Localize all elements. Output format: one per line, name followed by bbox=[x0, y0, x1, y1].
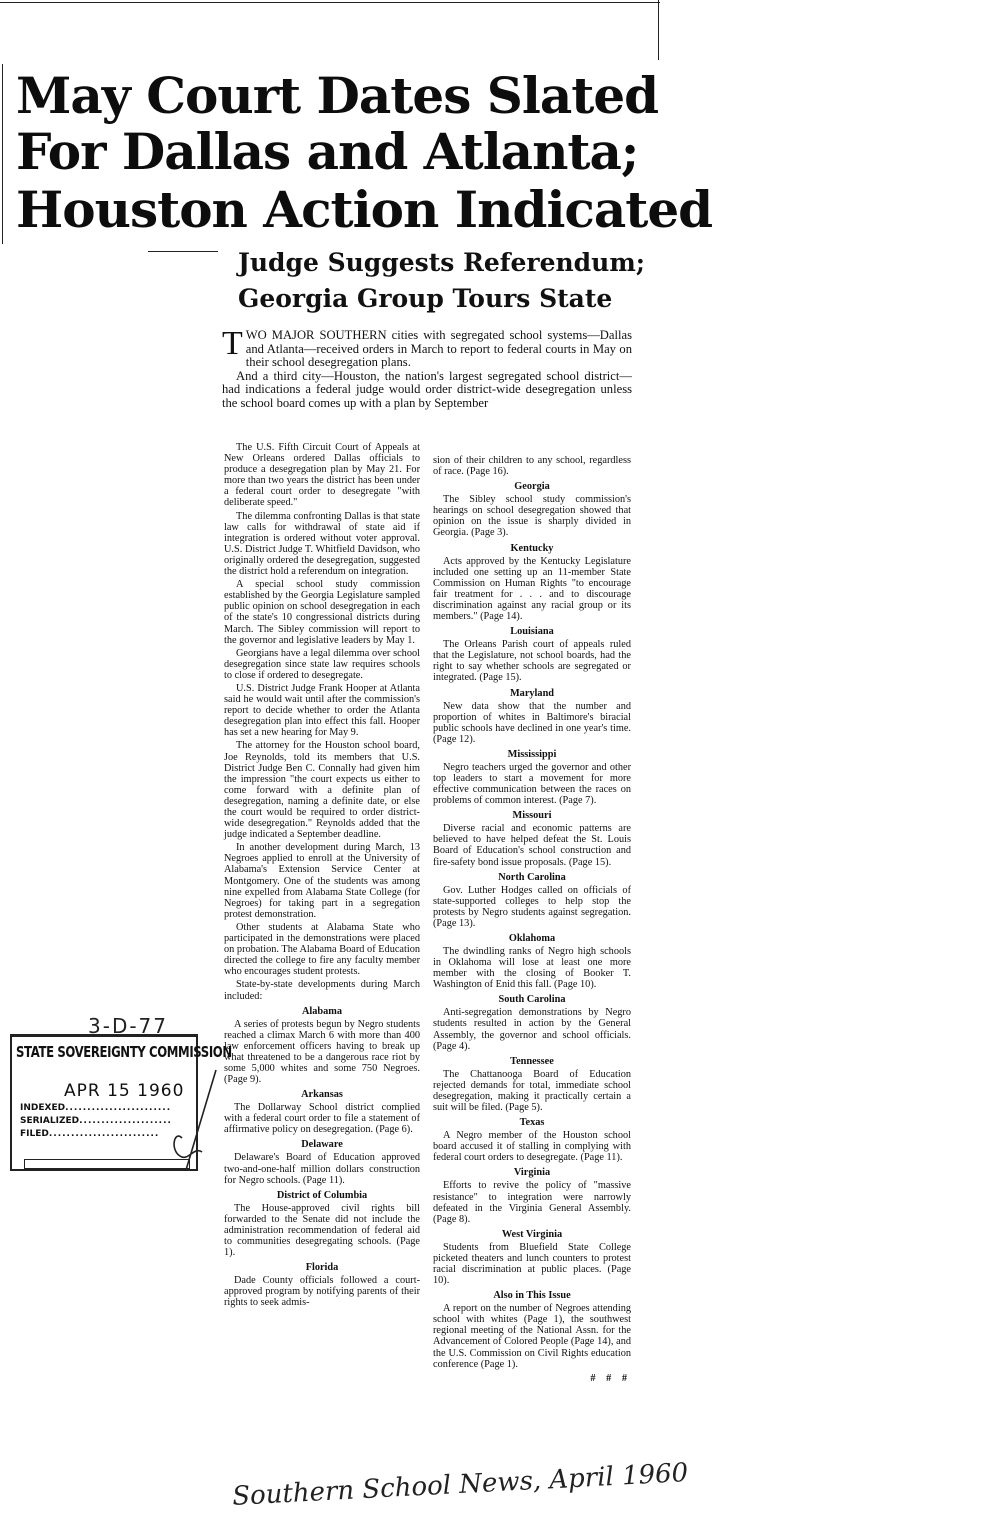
state-section-louisiana bbox=[433, 626, 631, 683]
state-text: The Sibley school study commission's hearings on school desegregation showed that opinion on the issue is sharply divided in Georgia. (Page 3). bbox=[433, 494, 631, 539]
state-text: Efforts to revive the policy of "massive resistance" to integration were narrowly defeated in the Virginia General Assembly. (Page 8). bbox=[433, 1180, 631, 1225]
state-heading: Maryland bbox=[509, 687, 555, 699]
right-column bbox=[433, 455, 631, 1384]
state-section-virginia bbox=[433, 1167, 631, 1224]
headline-line-3: Houston Action Indicated bbox=[16, 180, 713, 239]
state-heading: Mississippi bbox=[507, 748, 557, 760]
section-heading: Also in This Issue bbox=[493, 1290, 571, 1302]
article-paragraph: U.S. District Judge Frank Hooper at Atlanta said he would wait until after the commission's report to decide whether to order the Atlanta desegregation plan into effect this fall. Hooper has set a new hearing for May 9. bbox=[224, 682, 420, 739]
state-heading: Alabama bbox=[301, 1005, 343, 1017]
headline-line-1: May Court Dates Slated bbox=[16, 66, 659, 125]
state-section-georgia bbox=[433, 481, 631, 538]
state-section-tennessee bbox=[433, 1056, 631, 1113]
section-text: A report on the number of Negroes attending school with whites (Page 1), the southwest regional meeting of the National Assn. for the Advancement of Colored People (Page 14), and the U.S. Commission on Civil Rights education conference (Page 1). bbox=[433, 1303, 631, 1370]
headline-line-2: For Dallas and Atlanta; bbox=[16, 122, 639, 181]
stamp-row-dots: ......................... bbox=[48, 1129, 160, 1139]
state-text: Acts approved by the Kentucky Legislature included one setting up an 11-member State Commission on Human Rights "to encourage fair treatment for . . . and to discourage discrimination against any racial group or its members." (Page 14). bbox=[433, 555, 631, 623]
state-text: The dwindling ranks of Negro high schools in Oklahoma will lose at least one more member with the closing of Booker T. Washington of Enid this fall. (Page 10). bbox=[433, 946, 631, 991]
stamp-received-date: APR 15 1960 bbox=[64, 1081, 185, 1101]
state-text: A Negro member of the Houston school board accused it of stalling in complying with federal court orders to desegregate. (Page 11). bbox=[433, 1130, 631, 1164]
state-heading: Texas bbox=[519, 1117, 545, 1129]
subheadline-line-1: Judge Suggests Referendum; bbox=[238, 248, 646, 277]
also-in-this-issue bbox=[433, 1290, 631, 1370]
state-heading: Virginia bbox=[513, 1167, 551, 1179]
state-section-maryland bbox=[433, 688, 631, 745]
state-section-alabama bbox=[224, 1006, 420, 1086]
lede-block bbox=[222, 325, 632, 411]
state-heading: Florida bbox=[305, 1262, 339, 1274]
state-text: Negro teachers urged the governor and other top leaders to start a movement for more effective communication between the races on problems of common interest. (Page 7). bbox=[433, 761, 631, 807]
left-edge-line bbox=[2, 64, 3, 244]
state-section-florida bbox=[224, 1262, 420, 1308]
right-edge-line bbox=[658, 0, 659, 60]
article-paragraph: State-by-state developments during March included: bbox=[224, 979, 420, 1002]
headline-rule bbox=[148, 251, 218, 252]
state-heading: District of Columbia bbox=[276, 1189, 368, 1201]
stamp-row-dots: ..................... bbox=[79, 1116, 172, 1126]
state-section-arkansas bbox=[224, 1089, 420, 1135]
article-paragraph: Other students at Alabama State who participated in the demonstrations were placed on probation. The Alabama Board of Education directed the college to fire any faculty member who encourages student protests. bbox=[224, 921, 420, 978]
state-text: Diverse racial and economic patterns are believed to have helped defeat the St. Louis Board of Education's school construction and fire-safety bond issue proposals. (Page 15). bbox=[433, 823, 631, 868]
state-section-mississippi bbox=[433, 749, 631, 806]
end-mark: # # # bbox=[590, 1372, 631, 1384]
subheadline-line-2: Georgia Group Tours State bbox=[238, 284, 613, 313]
left-column bbox=[224, 442, 420, 1311]
state-text: Students from Bluefield State College picketed theaters and lunch counters to protest racial discrimination at public places. (Page 10). bbox=[433, 1241, 631, 1287]
top-edge-line bbox=[0, 2, 660, 3]
state-heading: West Virginia bbox=[501, 1228, 563, 1240]
state-text: Anti-segregation demonstrations by Negro students resulted in action by the General Assembly, the governor and school officials. (Page 4). bbox=[433, 1007, 631, 1052]
stamp-row-label: FILED bbox=[20, 1129, 49, 1139]
state-text: The House-approved civil rights bill forwarded to the Senate did not include the administration recommendation of federal aid to communities desegregating schools. (Page 1). bbox=[224, 1202, 420, 1259]
state-text: The Dollarway School district complied with a federal court order to file a statement of affirmative policy on desegregation. (Page 6). bbox=[224, 1102, 420, 1136]
handwritten-source-note: Southern School News, April 1960 bbox=[231, 1458, 689, 1512]
drop-cap: T bbox=[222, 325, 243, 362]
state-text: The Orleans Parish court of appeals ruled that the Legislature, not school boards, had the right to say whether schools are segregated or integrated. (Page 15). bbox=[433, 639, 631, 684]
state-text: Delaware's Board of Education approved two-and-one-half million dollars construction for Negro schools. (Page 11). bbox=[224, 1152, 420, 1186]
lede-text-1: WO MAJOR SOUTHERN cities with segregated school systems—Dallas and Atlanta—received orders in March to report to federal courts in May on their school desegregation plans. bbox=[245, 328, 632, 370]
state-text: Dade County officials followed a court-approved program by notifying parents of their rights to seek admis- bbox=[224, 1275, 420, 1309]
state-section-dc bbox=[224, 1190, 420, 1258]
state-heading: Oklahoma bbox=[508, 933, 556, 944]
state-heading: Missouri bbox=[512, 810, 552, 822]
stamp-row-label: SERIALIZED bbox=[20, 1116, 80, 1126]
lede-paragraph-2: And a third city—Houston, the nation's largest segregated school district—had indications a federal judge would order district-wide desegregation unless the school board comes up with a plan by September bbox=[222, 368, 632, 410]
state-heading: Tennessee bbox=[510, 1055, 554, 1067]
state-section-texas bbox=[433, 1117, 631, 1163]
state-section-delaware bbox=[224, 1139, 420, 1185]
handwritten-file-number: 3-D-77 bbox=[88, 1014, 169, 1038]
state-heading: Arkansas bbox=[301, 1089, 343, 1101]
state-heading: Georgia bbox=[514, 481, 550, 493]
state-text: The Chattanooga Board of Education rejected demands for total, immediate school desegregation, making it practically certain a suit will be filed. (Page 5). bbox=[433, 1068, 631, 1114]
article-paragraph: Georgians have a legal dilemma over school desegregation since state law requires schools to close if ordered to desegregate. bbox=[224, 647, 420, 681]
state-section-missouri bbox=[433, 810, 631, 867]
state-text: New data show that the number and proportion of whites in Baltimore's biracial public schools have declined in one year's time. (Page 12). bbox=[433, 700, 631, 745]
state-section-west-virginia bbox=[433, 1229, 631, 1286]
handwritten-initials bbox=[166, 1066, 226, 1176]
lede-paragraph-1 bbox=[222, 325, 632, 370]
state-heading: Kentucky bbox=[510, 542, 554, 554]
state-heading: Louisiana bbox=[510, 626, 554, 638]
state-section-south-carolina bbox=[433, 994, 631, 1051]
state-heading: North Carolina bbox=[498, 871, 566, 883]
article-paragraph: The U.S. Fifth Circuit Court of Appeals at New Orleans ordered Dallas officials to produce a desegregation plan by May 21. For more than two years the district has been under a federal court order to desegregate "with deliberate speed." bbox=[224, 442, 420, 509]
state-text: Gov. Luther Hodges called on officials of state-supported colleges to help stop the protests by Negro students against segregation. (Page 13). bbox=[433, 884, 631, 929]
article-paragraph: In another development during March, 13 Negroes applied to enroll at the University of Alabama's Extension Service Center at Montgomery. One of the students was among nine expelled from Alabama State College (for Negroes) for taking part in a segregation protest demonstration. bbox=[224, 842, 420, 920]
stamp-row-label: INDEXED bbox=[20, 1103, 66, 1113]
state-heading: Delaware bbox=[301, 1139, 343, 1151]
article-paragraph: The attorney for the Houston school board, Joe Reynolds, told its members that U.S. District Judge Ben C. Connally had given him the impression "the court expects us either to come forward with a definite plan of desegregation, naming a definite date, or else the court would be required to order district-wide desegregation." Reynolds added that the judge indicated a September deadline. bbox=[224, 740, 420, 841]
article-paragraph: The dilemma confronting Dallas is that state law calls for withdrawal of state aid if integration is ordered without voter approval. U.S. District Judge T. Whitfield Davidson, who originally ordered the desegregation, suggested the district hold a referendum on integration. bbox=[224, 510, 420, 578]
state-section-north-carolina bbox=[433, 872, 631, 929]
article-paragraph: A special school study commission established by the Georgia Legislature sampled public opinion on school desegregation in each of the state's 10 congressional districts during March. The Sibley commission will report to the governor and legislative leaders by May 1. bbox=[224, 579, 420, 646]
continuation-text: sion of their children to any school, regardless of race. (Page 16). bbox=[433, 455, 631, 478]
state-text: A series of protests begun by Negro students reached a climax March 6 with more than 400 law enforcement officers having to break up what threatened to be a dangerous race riot by some 5,000 whites and some 750 Negroes. (Page 9). bbox=[224, 1018, 420, 1086]
stamp-agency-name: STATE SOVEREIGNTY COMMISSION bbox=[16, 1043, 232, 1061]
state-section-oklahoma bbox=[433, 933, 631, 990]
state-section-kentucky bbox=[433, 543, 631, 623]
stamp-row-dots: ........................ bbox=[65, 1103, 172, 1113]
state-heading: South Carolina bbox=[498, 994, 566, 1006]
